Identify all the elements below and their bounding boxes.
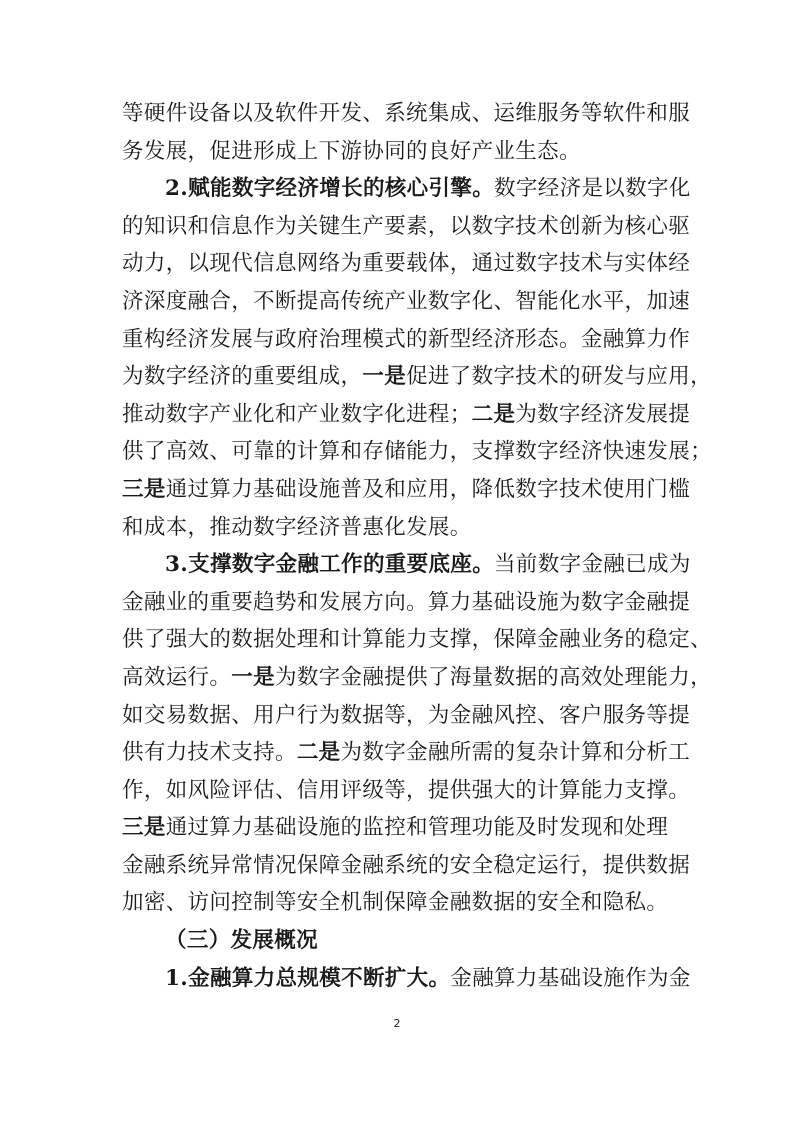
subsection-heading: （三）发展概况 [165, 928, 318, 954]
text-line-7: 重构经济发展与政府治理模式的新型经济形态。金融算力作 [122, 326, 691, 352]
section-heading-2: 2.赋能数字经济增长的核心引擎。 数字经济是以数字化 [165, 176, 691, 202]
text-line-4: 的知识和信息作为关键生产要素，以数字技术创新为核心驱 [122, 213, 691, 239]
text-line-10: 供了高效、可靠的计算和存储能力，支撑数字经济快速发展； [122, 439, 712, 465]
page-number: 2 [393, 1017, 401, 1030]
section-heading-1: 1.金融算力总规模不断扩大。 金融算力基础设施作为金 [165, 965, 691, 991]
text-line-8: 为数字经济的重要组成， 一是 促进了数字技术的研发与应用， [122, 364, 712, 390]
text-line-5: 动力，以现代信息网络为重要载体，通过数字技术与实体经 [122, 251, 691, 277]
text-line-18: 供有力技术支持。 二是 为数字金融所需的复杂计算和分析工 [122, 740, 691, 766]
section-heading-3: 3.支撑数字金融工作的重要底座。 当前数字金融已成为 [165, 552, 691, 578]
text-line-12: 和成本，推动数字经济普惠化发展。 [122, 514, 472, 540]
text-line-16: 高效运行。 一是 为数字金融提供了海量数据的高效处理能力， [122, 664, 712, 690]
text-line-6: 济深度融合，不断提高传统产业数字化、智能化水平，加速 [122, 288, 691, 314]
text-line-21: 金融系统异常情况保障金融系统的安全稳定运行，提供数据 [122, 852, 691, 878]
text-line-1: 等硬件设备以及软件开发、系统集成、运维服务等软件和服 [122, 101, 691, 126]
text-line-15: 供了强大的数据处理和计算能力支撑，保障金融业务的稳定、 [122, 627, 712, 653]
text-line-20: 三是 通过算力基础设施的监控和管理功能及时发现和处理 [122, 815, 669, 841]
text-line-19: 作，如风险评估、信用评级等，提供强大的计算能力支撑。 [122, 777, 691, 803]
text-line-9: 推动数字产业化和产业数字化进程； 二是 为数字经济发展提 [122, 401, 691, 427]
text-line-22: 加密、访问控制等安全机制保障金融数据的安全和隐私。 [122, 890, 669, 916]
text-line-17: 如交易数据、用户行为数据等，为金融风控、客户服务等提 [122, 702, 691, 728]
text-line-11: 三是 通过算力基础设施普及和应用，降低数字技术使用门槛 [122, 476, 691, 502]
text-line-2: 务发展，促进形成上下游协同的良好产业生态。 [122, 138, 581, 164]
body-text [122, 95, 712, 997]
text-line-14: 金融业的重要趋势和发展方向。算力基础设施为数字金融提 [122, 589, 691, 615]
